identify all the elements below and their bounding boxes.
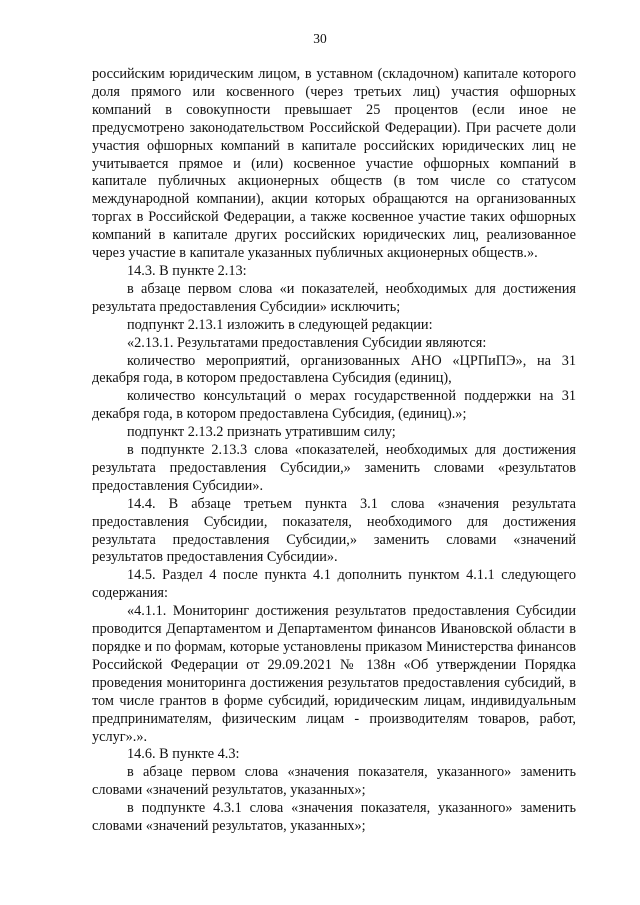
paragraph: подпункт 2.13.1 изложить в следующей редакции: (127, 316, 433, 333)
paragraph: 14.5. Раздел 4 после пункта 4.1 дополнить пунктом 4.1.1 следующего содержания: (92, 567, 576, 602)
paragraph: 14.4. В абзаце третьем пункта 3.1 слова «значения результата предоставления Субсидии, показателя, необходимого для достижения результата предоставления Субсидии,» заменить словами «значений результатов предоставления Субсидии». (92, 495, 576, 566)
document-body (92, 66, 576, 836)
paragraph: в подпункте 4.3.1 слова «значения показателя, указанного» заменить словами «значений результатов, указанных»; (92, 800, 576, 835)
paragraph: российским юридическим лицом, в уставном (складочном) капитале которого доля прямого или косвенного (через третьих лиц) участия офшорных компаний в совокупности превышает 25 процентов (если иное не предусмотрено законодательством Российской Федерации). При расчете доли участия офшорных компаний в капитале российских юридических лиц не учитывается прямое и (или) косвенное участие офшорных компаний в капитале публичных акционерных обществ (в том числе со статусом международной компании), акции которых обращаются на организованных торгах в Российской Федерации, а также косвенное участие таких офшорных компаний в капитале других российских юридических лиц, реализованное через участие в капитале указанных публичных акционерных обществ.». (92, 66, 576, 262)
paragraph: в абзаце первом слова «значения показателя, указанного» заменить словами «значений результатов, указанных»; (92, 764, 576, 799)
paragraph: в абзаце первом слова «и показателей, необходимых для достижения результата предоставления Субсидии» исключить; (92, 280, 576, 315)
paragraph: подпункт 2.13.2 признать утратившим силу; (127, 424, 396, 441)
paragraph: количество мероприятий, организованных АНО «ЦРПиПЭ», на 31 декабря года, в котором предоставлена Субсидия (единиц), (92, 352, 576, 387)
paragraph: «4.1.1. Мониторинг достижения результатов предоставления Субсидии проводится Департаментом и Департаментом финансов Ивановской области в порядке и по формам, которые установлены приказом Министерства финансов Российской Федерации от 29.09.2021 № 138н «Об утверждении Порядка проведения мониторинга достижения результатов предоставления субсидий, в том числе грантов в форме субсидий, юридическим лицам, индивидуальным предпринимателям, физическим лицам - производителям товаров, работ, услуг».». (92, 603, 576, 745)
paragraph: 14.6. В пункте 4.3: (127, 746, 240, 763)
paragraph: в подпункте 2.13.3 слова «показателей, необходимых для достижения результата предоставления Субсидии,» заменить словами «результатов предоставления Субсидии». (92, 442, 576, 494)
page-number: 30 (313, 31, 327, 46)
paragraph: «2.13.1. Результатами предоставления Субсидии являются: (127, 334, 487, 351)
paragraph: количество консультаций о мерах государственной поддержки на 31 декабря года, в котором предоставлена Субсидия, (единиц).»; (92, 388, 576, 423)
paragraph: 14.3. В пункте 2.13: (127, 262, 247, 279)
